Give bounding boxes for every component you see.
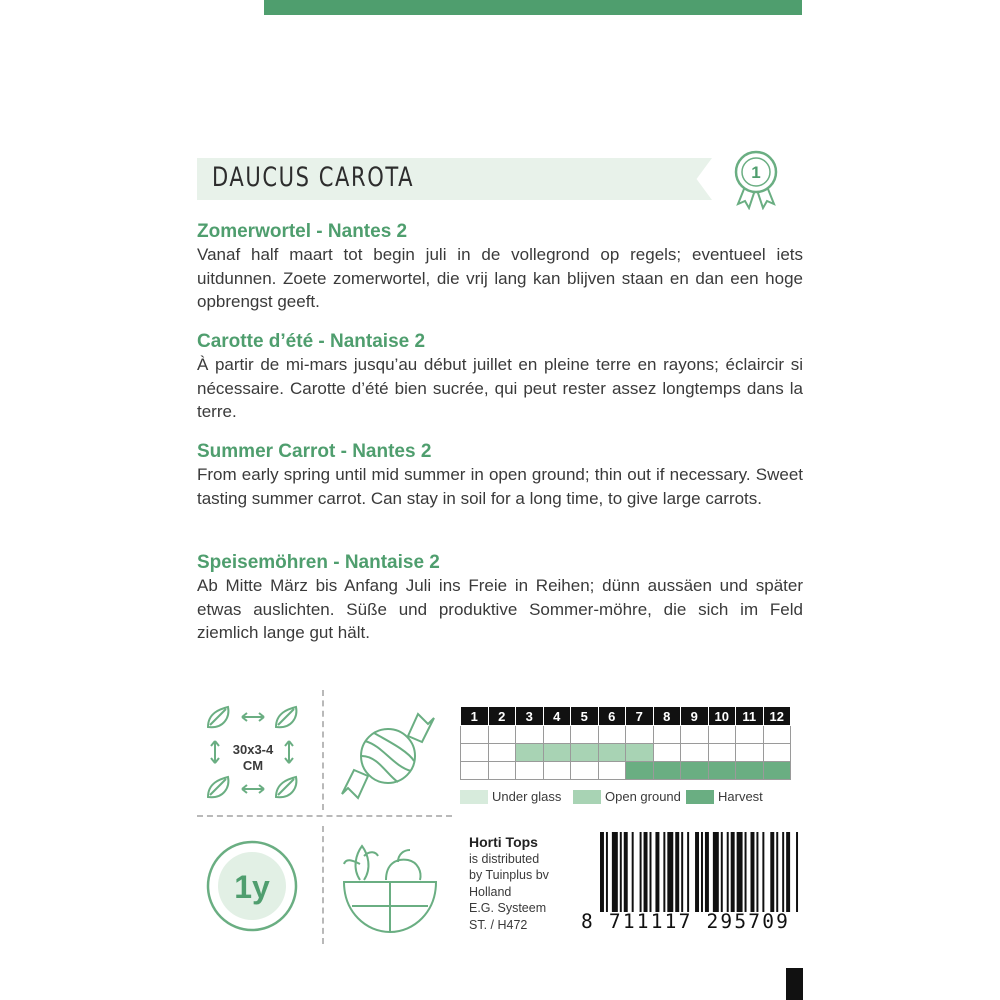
legend-swatch-open-ground [573, 790, 601, 804]
barcode-bar [745, 832, 747, 912]
barcode-bar [606, 832, 608, 912]
section-title: Speisemöhren - Nantaise 2 [197, 552, 440, 573]
company-line: E.G. Systeem [469, 901, 547, 916]
calendar-cell [488, 744, 516, 762]
month-cell: 10 [708, 707, 736, 726]
barcode-bar [600, 832, 604, 912]
calendar-row-under-glass [461, 726, 791, 744]
section-title: Summer Carrot - Nantes 2 [197, 441, 432, 462]
spacing-unit: CM [242, 758, 264, 773]
barcode-bar [644, 832, 648, 912]
calendar-cell [461, 744, 489, 762]
barcode-number: 8 711117 295709 [581, 910, 791, 933]
calendar-cell [708, 762, 736, 780]
barcode-bar [612, 832, 618, 912]
barcode-bar [695, 832, 699, 912]
calendar-cell [708, 744, 736, 762]
barcode-bar [782, 832, 784, 912]
section-title: Carotte d’été - Nantaise 2 [197, 331, 426, 352]
latin-name: DAUCUS CAROTA [212, 162, 415, 193]
calendar-cell [461, 726, 489, 744]
barcode-bar [624, 832, 628, 912]
calendar-cell [736, 762, 764, 780]
month-cell: 4 [543, 707, 571, 726]
calendar-cell [516, 726, 544, 744]
legend-open-ground: Open ground [605, 789, 681, 804]
month-cell: 5 [571, 707, 599, 726]
calendar-cell [598, 744, 626, 762]
calendar-cell [653, 726, 681, 744]
barcode-bar [750, 832, 754, 912]
corner-mark [786, 968, 803, 1000]
section-english [197, 441, 803, 510]
barcode-bar [705, 832, 709, 912]
month-cell: 7 [626, 707, 654, 726]
month-cell: 12 [763, 707, 791, 726]
vegetable-bowl-icon [338, 834, 442, 938]
barcode-bar [731, 832, 735, 912]
top-color-bar [264, 0, 802, 15]
company-line: Holland [469, 884, 512, 899]
barcode-bar [650, 832, 652, 912]
barcode-bar [756, 832, 758, 912]
month-cell: 9 [681, 707, 709, 726]
barcode-bar [620, 832, 622, 912]
plant-spacing-icon [200, 703, 310, 803]
spacing-value: 30x3-4 [232, 742, 274, 757]
calendar-cell [626, 762, 654, 780]
calendar-cell [681, 726, 709, 744]
barcode-bar [701, 832, 703, 912]
month-cell: 1 [461, 707, 489, 726]
calendar-cell [571, 744, 599, 762]
calendar-cell [653, 744, 681, 762]
barcode [600, 832, 800, 912]
sowing-calendar [460, 706, 791, 780]
calendar-cell [516, 762, 544, 780]
calendar-row-open-ground [461, 744, 791, 762]
month-cell: 6 [598, 707, 626, 726]
lifespan-icon [204, 838, 300, 934]
section-body: From early spring until mid summer in open ground; thin out if necessary. Sweet tasting summer carrot. Can stay in soil for a long time, to give large carrots. [197, 465, 803, 508]
calendar-cell [708, 726, 736, 744]
calendar-cell [543, 726, 571, 744]
calendar-cell [736, 726, 764, 744]
calendar-cell [598, 726, 626, 744]
barcode-bar [776, 832, 778, 912]
award-ribbon-icon [730, 150, 782, 210]
calendar-cell [626, 744, 654, 762]
divider [322, 826, 330, 944]
barcode-bar [687, 832, 689, 912]
calendar-cell [516, 744, 544, 762]
calendar-cell [626, 726, 654, 744]
section-body: À partir de mi-mars jusqu’au début juillet en pleine terre en rayons; éclaircir si nécessaire. Carotte d’été bien sucrée, qui peut rester assez longtemps dans la terre. [197, 355, 803, 421]
brand-name: Horti Tops [469, 834, 538, 850]
calendar-cell [681, 744, 709, 762]
barcode-bar [796, 832, 798, 912]
barcode-bar [721, 832, 723, 912]
month-cell: 8 [653, 707, 681, 726]
legend-swatch-under-glass [460, 790, 488, 804]
company-line: is distributed [469, 851, 540, 866]
month-cell: 2 [488, 707, 516, 726]
calendar-cell [571, 726, 599, 744]
barcode-bar [640, 832, 642, 912]
calendar-cell [763, 726, 791, 744]
calendar-cell [598, 762, 626, 780]
calendar-cell [488, 762, 516, 780]
barcode-bar [786, 832, 790, 912]
month-cell: 3 [516, 707, 544, 726]
section-german [197, 552, 803, 645]
barcode-bar [675, 832, 679, 912]
calendar-cell [543, 762, 571, 780]
calendar-cell [543, 744, 571, 762]
calendar-cell [763, 744, 791, 762]
section-dutch [197, 221, 803, 314]
barcode-bar [737, 832, 743, 912]
calendar-cell [571, 762, 599, 780]
barcode-bar [713, 832, 719, 912]
calendar-cell [653, 762, 681, 780]
calendar-row-harvest [461, 762, 791, 780]
section-french [197, 331, 803, 424]
calendar-month-row [461, 707, 791, 726]
company-line: ST. / H472 [469, 917, 528, 932]
calendar-cell [681, 762, 709, 780]
company-line: by Tuinplus bv [469, 868, 549, 883]
legend-under-glass: Under glass [492, 789, 562, 804]
barcode-bar [663, 832, 665, 912]
divider [322, 690, 330, 810]
section-body: Ab Mitte März bis Anfang Juli ins Freie in Reihen; dünn aussäen und später etwas auslichten. Süße und produktive Sommer-möhre, die sich im Feld ziemlich lange gut hält. [197, 576, 803, 642]
barcode-bar [770, 832, 774, 912]
section-body: Vanaf half maart tot begin juli in de vollegrond op regels; eventueel iets uitdunnen. Zoete zomerwortel, die vrij lang kan blijven staan en dan een hoge opbrengst geeft. [197, 245, 803, 311]
sweet-candy-icon [338, 706, 438, 806]
barcode-bar [727, 832, 729, 912]
calendar-cell [763, 762, 791, 780]
calendar-cell [736, 744, 764, 762]
divider [197, 815, 452, 819]
section-title: Zomerwortel - Nantes 2 [197, 221, 408, 242]
calendar-cell [461, 762, 489, 780]
barcode-bar [632, 832, 634, 912]
lifespan-value: 1y [234, 869, 270, 905]
barcode-bar [762, 832, 764, 912]
barcode-bar [655, 832, 659, 912]
legend-harvest: Harvest [718, 789, 763, 804]
barcode-bar [667, 832, 673, 912]
company-info [469, 834, 549, 934]
award-number: 1 [751, 163, 761, 182]
calendar-cell [488, 726, 516, 744]
legend-swatch-harvest [686, 790, 714, 804]
month-cell: 11 [736, 707, 764, 726]
barcode-bar [681, 832, 683, 912]
